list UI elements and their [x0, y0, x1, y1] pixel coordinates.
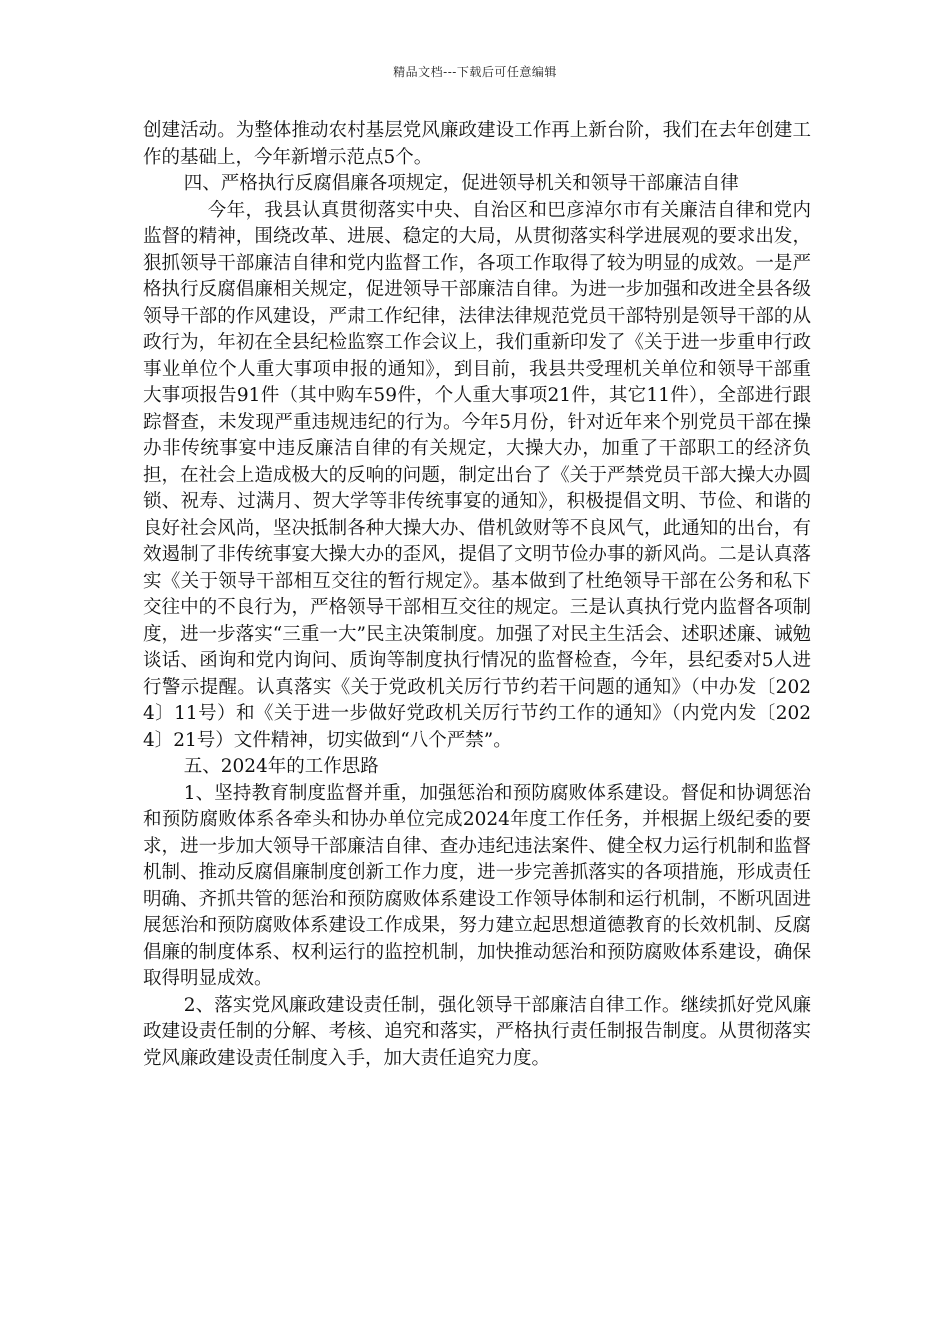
paragraph-item-1: 1、坚持教育制度监督并重，加强惩治和预防腐败体系建设。督促和协调惩治和预防腐败体系各牵头和协办单位完成2024年度工作任务，并根据上级纪委的要求，进一步加大领导干部廉洁自律、查办违纪违法案件、健全权力运行机制和监督机制、推动反腐倡廉制度创新工作力度，进一步完善抓落实的各项措施，形成责任明确、齐抓共管的惩治和预防腐败体系建设工作领导体制和运行机制，不断巩固进展惩治和预防腐败体系建设工作成果，努力建立起思想道德教育的长效机制、反腐倡廉的制度体系、权利运行的监控机制，加快推动惩治和预防腐败体系建设，确保取得明显成效。 — [143, 782, 811, 989]
document-body — [143, 118, 811, 1072]
paragraph-section-4: 今年，我县认真贯彻落实中央、自治区和巴彦淖尔市有关廉洁自律和党内监督的精神，围绕改革、进展、稳定的大局，从贯彻落实科学进展观的要求出发，狠抓领导干部廉洁自律和党内监督工作，各项工作取得了较为明显的成效。一是严格执行反腐倡廉相关规定，促进领导干部廉洁自律。为进一步加强和改进全县各级领导干部的作风建设，严肃工作纪律，法律法律规范党员干部特别是领导干部的从政行为，年初在全县纪检监察工作会议上，我们重新印发了《关于进一步重申行政事业单位个人重大事项申报的通知》，到目前，我县共受理机关单位和领导干部重大事项报告91件（其中购车59件，个人重大事项21件，其它11件），全部进行跟踪督查，未发现严重违规违纪的行为。今年5月份，针对近年来个别党员干部在操办非传统事宴中违反廉洁自律的有关规定，大操大办，加重了干部职工的经济负担，在社会上造成极大的反响的问题，制定出台了《关于严禁党员干部大操大办圆锁、祝寿、过满月、贺大学等非传统事宴的通知》，积极提倡文明、节俭、和谐的良好社会风尚，坚决抵制各种大操大办、借机敛财等不良风气，此通知的出台，有效遏制了非传统事宴大操大办的歪风，提倡了文明节俭办事的新风尚。二是认真落实《关于领导干部相互交往的暂行规定》。基本做到了杜绝领导干部在公务和私下交往中的不良行为，严格领导干部相互交往的规定。三是认真执行党内监督各项制度，进一步落实“三重一大”民主决策制度。加强了对民主生活会、述职述廉、诫勉谈话、函询和党内询问、质询等制度执行情况的监督检查，今年，县纪委对5人进行警示提醒。认真落实《关于党政机关厉行节约若干问题的通知》（中办发〔2024〕11号）和《关于进一步做好党政机关厉行节约工作的通知》（内党内发〔2024〕21号）文件精神，切实做到“八个严禁”。 — [143, 199, 811, 751]
paragraph-continuation: 创建活动。为整体推动农村基层党风廉政建设工作再上新台阶，我们在去年创建工作的基础上，今年新增示范点5个。 — [143, 120, 811, 168]
paragraph-item-2: 2、落实党风廉政建设责任制，强化领导干部廉洁自律工作。继续抓好党风廉政建设责任制的分解、考核、追究和落实，严格执行责任制报告制度。从贯彻落实党风廉政建设责任制度入手，加大责任追究力度。 — [143, 994, 811, 1069]
section-heading-4: 四、严格执行反腐倡廉各项规定，促进领导机关和领导干部廉洁自律 — [183, 173, 739, 194]
section-heading-5: 五、2024年的工作思路 — [183, 756, 379, 777]
page-header: 精品文档---下载后可任意编辑 — [393, 65, 557, 79]
